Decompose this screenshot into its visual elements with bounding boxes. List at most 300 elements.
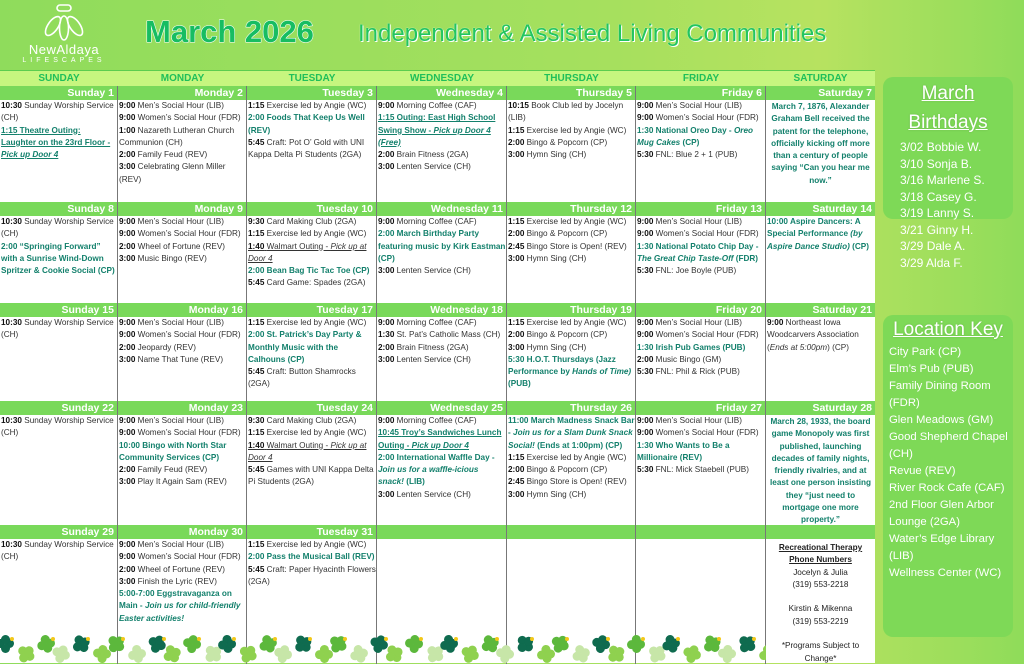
event-time: 10:30 xyxy=(1,318,22,327)
day-date-label: Monday 9 xyxy=(118,202,246,216)
event-time: 2:00 xyxy=(378,150,395,160)
location-key-item: 2nd Floor Glen Arbor Lounge (2GA) xyxy=(889,499,994,528)
event-title: Bingo Store is Open! (REV) xyxy=(526,241,627,251)
event-title: National Oreo Day - xyxy=(655,125,734,135)
event-title: Exercise led by Angie (WC) xyxy=(266,540,367,549)
location-key-item: Revue (REV) xyxy=(889,465,956,477)
event-title: Music Bingo (REV) xyxy=(137,253,207,263)
event-item xyxy=(507,253,635,265)
event-item xyxy=(118,161,246,186)
event-item[interactable] xyxy=(247,440,376,465)
clover-decoration xyxy=(0,631,766,663)
event-item xyxy=(377,354,506,366)
event-time: 10:45 xyxy=(378,428,399,438)
location-key-title: Location Key xyxy=(893,319,1003,340)
dot-icon xyxy=(641,637,645,641)
day-date-label: Saturday 7 xyxy=(766,86,875,100)
event-item xyxy=(247,464,376,489)
event-item xyxy=(118,329,246,341)
day-date-label xyxy=(377,525,506,539)
day-date-label: Tuesday 3 xyxy=(247,86,376,100)
event-item xyxy=(118,253,246,265)
event-item xyxy=(507,100,635,125)
event-detail: Join us for a Slam Dunk Snack Social! xyxy=(508,428,633,450)
event-item xyxy=(636,241,765,266)
day-date-label: Tuesday 31 xyxy=(247,525,376,539)
event-detail: Pick up Door 4 xyxy=(411,440,469,450)
event-title: Jeopardy (REV) xyxy=(137,342,196,352)
event-time: 2:45 xyxy=(508,241,525,251)
birthdays-panel xyxy=(883,77,1013,270)
event-item xyxy=(118,427,246,439)
event-title: Exercise led by Angie (WC) xyxy=(526,217,627,226)
event-item xyxy=(507,137,635,149)
event-time: 1:30 xyxy=(637,342,654,352)
contact-phone: (319) 553-2219 xyxy=(792,616,849,626)
page-subtitle: Independent & Assisted Living Communities xyxy=(358,20,827,47)
event-title: Bingo & Popcorn (CP) xyxy=(526,330,608,340)
day-cell xyxy=(507,86,636,202)
event-item xyxy=(507,216,635,228)
day-cell xyxy=(118,86,247,202)
birthday-item: 3/19 Lanny S. xyxy=(900,206,975,220)
event-title: Wheel of Fortune (REV) xyxy=(137,241,226,251)
event-time: 5:45 xyxy=(248,465,265,475)
weekday-label: TUESDAY xyxy=(288,73,336,84)
event-time: 9:00 xyxy=(637,217,654,226)
event-title: Outing: East High School Swing Show - xyxy=(378,113,496,135)
event-title: Exercise led by Angie (WC) xyxy=(266,229,367,239)
event-detail: Pick up at Door 4 xyxy=(248,241,367,263)
dot-icon xyxy=(565,637,569,641)
week-row xyxy=(0,303,875,401)
event-title: Hymn Sing (CH) xyxy=(526,489,587,499)
event-item xyxy=(118,241,246,253)
history-note: March 28, 1933, the board game Monopoly was first published, launching decades of family nights, friendly rivalries, and at least one person insisting they “just need to mortgage one more property.” xyxy=(769,417,871,525)
event-title: Women’s Social Hour (FDR) xyxy=(137,229,241,239)
event-title: Bingo & Popcorn (CP) xyxy=(526,229,608,239)
event-item[interactable] xyxy=(0,125,117,162)
dot-icon xyxy=(86,637,90,641)
event-item xyxy=(118,564,246,576)
event-detail: The Great Chip Taste-Off xyxy=(637,253,734,263)
event-detail: (by Aspire Dance Studio) xyxy=(767,229,863,251)
event-time: 1:30 xyxy=(637,440,654,450)
event-item xyxy=(636,228,765,240)
day-date-label xyxy=(766,525,875,539)
spacer xyxy=(766,628,875,640)
day-cell xyxy=(247,202,377,303)
contact-name: Kirstin & Mikenna xyxy=(788,604,853,614)
event-item xyxy=(118,588,246,625)
event-title: Walmart Outing - xyxy=(266,241,331,251)
day-date-label: Wednesday 18 xyxy=(377,303,506,317)
event-title: Men’s Social Hour (LIB) xyxy=(137,217,224,226)
event-item xyxy=(636,464,765,476)
day-cell xyxy=(507,401,636,525)
event-time: 3:00 xyxy=(378,162,395,172)
birthday-item: 3/16 Marlene S. xyxy=(900,173,985,187)
day-cell xyxy=(766,86,875,202)
event-title: Lenten Service (CH) xyxy=(396,162,471,172)
event-title: Men’s Social Hour (LIB) xyxy=(137,416,224,425)
event-time: 9:00 xyxy=(119,552,136,562)
event-item xyxy=(507,476,635,488)
event-time: 1:30 xyxy=(378,330,395,340)
event-title: Card Game: Spades (2GA) xyxy=(266,278,366,288)
event-item xyxy=(636,125,765,150)
event-title: Morning Coffee (CAF) xyxy=(396,318,477,327)
event-time: 3:00 xyxy=(508,253,525,263)
event-title: Exercise led by Angie (WC) xyxy=(266,318,367,327)
location-key-item: Elm’s Pub (PUB) xyxy=(889,363,974,375)
event-item[interactable] xyxy=(377,112,506,149)
contact-heading: Recreational Therapy xyxy=(778,543,863,552)
day-date-label xyxy=(636,525,765,539)
event-title: Book Club led by Jocelyn (LIB) xyxy=(508,101,624,123)
event-item xyxy=(247,427,376,439)
clover-icon xyxy=(717,645,736,663)
event-location: (CP) xyxy=(849,241,869,251)
event-time: 3:00 xyxy=(378,354,395,364)
dot-icon xyxy=(676,637,680,641)
event-time: 1:15 xyxy=(248,101,265,110)
event-item xyxy=(377,342,506,354)
day-date-label: Monday 30 xyxy=(118,525,246,539)
event-item xyxy=(118,112,246,124)
event-item xyxy=(118,216,246,228)
event-item xyxy=(636,216,765,228)
week-row xyxy=(0,86,875,202)
day-date-label: Saturday 28 xyxy=(766,401,875,415)
event-title: H.O.T. Thursdays (Jazz Performance by xyxy=(508,354,616,377)
event-title: Aspire Dancers: A Special Performance xyxy=(767,217,861,239)
dot-icon xyxy=(343,637,347,641)
birthday-item: 3/18 Casey G. xyxy=(900,189,977,204)
day-cell xyxy=(636,401,766,525)
clover-icon xyxy=(126,643,147,663)
event-time: 9:00 xyxy=(119,330,136,340)
week-row xyxy=(0,401,875,525)
event-item xyxy=(377,228,506,265)
location-key-item: Water’s Edge Library (LIB) xyxy=(889,533,995,562)
day-cell xyxy=(247,86,377,202)
event-item xyxy=(377,161,506,173)
event-item xyxy=(636,149,765,161)
event-item xyxy=(636,100,765,112)
event-title: Women’s Social Hour (FDR) xyxy=(655,113,759,123)
dot-icon xyxy=(752,637,756,641)
event-time: 9:00 xyxy=(767,318,784,327)
event-time: 10:00 xyxy=(119,440,140,450)
event-time: 3:00 xyxy=(508,150,525,160)
event-time: 2:00 xyxy=(248,113,265,123)
clover-icon xyxy=(757,643,766,663)
event-title: Exercise led by Angie (WC) xyxy=(526,125,627,135)
day-date-label: Tuesday 17 xyxy=(247,303,376,317)
event-item xyxy=(636,112,765,124)
event-title: Craft: Paper Hyacinth Flowers (2GA) xyxy=(248,564,376,586)
event-time: 2:00 xyxy=(119,465,136,475)
event-item xyxy=(507,329,635,341)
event-detail: Pick up Door 4 (Free) xyxy=(378,125,491,147)
event-time: 3:00 xyxy=(119,477,136,487)
event-time: 2:00 xyxy=(1,241,18,251)
event-item xyxy=(507,149,635,161)
clover-icon xyxy=(69,632,94,657)
event-item[interactable] xyxy=(247,241,376,266)
event-title: Women’s Social Hour (FDR) xyxy=(137,113,241,123)
event-item xyxy=(247,366,376,391)
day-date-label: Wednesday 4 xyxy=(377,86,506,100)
event-title: Games with UNI Kappa Delta Pi Students (2GA) xyxy=(248,465,374,487)
day-date-label: Friday 27 xyxy=(636,401,765,415)
location-key-item: Glen Meadows (GM) xyxy=(889,414,994,426)
dot-icon xyxy=(162,637,166,641)
event-time: 10:30 xyxy=(1,101,22,110)
event-title: Women’s Social Hour (FDR) xyxy=(655,330,759,340)
clover-icon xyxy=(512,631,537,656)
event-time: 9:00 xyxy=(378,101,395,110)
event-time: 9:00 xyxy=(119,416,136,425)
event-item xyxy=(247,539,376,551)
weekday-label: SATURDAY xyxy=(793,73,848,84)
event-title: Women’s Social Hour (FDR) xyxy=(137,330,241,340)
event-title: Card Making Club (2GA) xyxy=(266,416,357,425)
dot-icon xyxy=(606,637,610,641)
event-title: Sunday Worship Service (CH) xyxy=(1,101,114,123)
event-time: 1:15 xyxy=(508,217,525,226)
event-time: 3:00 xyxy=(119,576,136,586)
event-item xyxy=(247,551,376,563)
page-title: March 2026 xyxy=(145,14,314,49)
event-location: (Ends at 1:00pm) (CP) xyxy=(534,440,623,450)
event-title: FNL: Phil & Rick (PUB) xyxy=(655,367,740,377)
event-item xyxy=(118,440,246,465)
event-title: Men’s Social Hour (LIB) xyxy=(655,416,742,425)
dot-icon xyxy=(717,637,721,641)
day-cell xyxy=(118,202,247,303)
contact-info xyxy=(766,539,875,664)
event-time: 2:00 xyxy=(378,452,395,462)
event-title: Men’s Social Hour (LIB) xyxy=(137,540,224,549)
event-title: Family Feud (REV) xyxy=(137,465,208,475)
day-cell xyxy=(0,202,118,303)
day-date-label: Tuesday 10 xyxy=(247,202,376,216)
flower-logo-icon xyxy=(41,4,87,42)
event-title: Who Wants to Be a Millionaire (REV) xyxy=(637,440,730,462)
event-item xyxy=(118,551,246,563)
clover-icon xyxy=(290,631,315,656)
day-cell xyxy=(636,303,766,401)
day-date-label: Thursday 26 xyxy=(507,401,635,415)
day-cell xyxy=(118,303,247,401)
event-title: Women’s Social Hour (FDR) xyxy=(137,428,241,438)
day-cell xyxy=(118,401,247,525)
weekday-label: FRIDAY xyxy=(682,73,720,84)
event-title: Sunday Worship Service (CH) xyxy=(1,416,114,438)
event-item xyxy=(247,329,376,366)
event-time: 1:30 xyxy=(637,241,654,251)
event-title: Eggstravaganza on Main - xyxy=(119,589,232,611)
event-time: 2:00 xyxy=(508,137,525,147)
event-item xyxy=(118,476,246,488)
event-title: Exercise led by Angie (WC) xyxy=(526,452,627,462)
event-title: Lenten Service (CH) xyxy=(396,266,471,276)
day-cell xyxy=(0,401,118,525)
event-title: Finish the Lyric (REV) xyxy=(137,576,217,586)
event-title: International Waffle Day - xyxy=(396,452,495,462)
event-title: Men’s Social Hour (LIB) xyxy=(137,101,224,110)
day-cell xyxy=(377,303,507,401)
event-time: 1:15 xyxy=(1,125,18,135)
event-title: Irish Pub Games (PUB) xyxy=(655,342,746,352)
day-cell xyxy=(0,86,118,202)
event-time: 2:00 xyxy=(248,330,265,340)
event-time: 10:30 xyxy=(1,416,22,425)
event-time: 9:00 xyxy=(119,229,136,239)
logo-name: NewAldaya xyxy=(28,42,100,57)
event-title: National Potato Chip Day - xyxy=(655,241,759,251)
event-time: 1:40 xyxy=(248,440,265,450)
day-date-label: Sunday 29 xyxy=(0,525,117,539)
event-title: Lenten Service (CH) xyxy=(396,489,471,499)
event-title: Pass the Musical Ball (REV) xyxy=(266,552,375,562)
event-title: Play It Again Sam (REV) xyxy=(137,477,227,487)
event-item xyxy=(507,464,635,476)
event-title: Sunday Worship Service (CH) xyxy=(1,540,114,562)
event-item xyxy=(247,564,376,589)
event-time: 3:00 xyxy=(119,162,136,172)
event-title: Sunday Worship Service (CH) xyxy=(1,217,114,239)
event-time: 9:00 xyxy=(119,318,136,327)
event-title: Bean Bag Tic Tac Toe (CP) xyxy=(266,266,370,276)
event-time: 5:45 xyxy=(248,367,265,377)
event-title: Wheel of Fortune (REV) xyxy=(137,564,226,574)
day-date-label: Sunday 15 xyxy=(0,303,117,317)
event-title: Nazareth Lutheran Church Communion (CH) xyxy=(119,125,235,147)
event-title: Men’s Social Hour (LIB) xyxy=(655,217,742,226)
day-date-label xyxy=(507,525,635,539)
event-time: 9:00 xyxy=(119,217,136,226)
dot-icon xyxy=(384,637,388,641)
event-time: 3:00 xyxy=(508,489,525,499)
event-title: FNL: Mick Staebell (PUB) xyxy=(655,465,749,475)
birthdays-title-line1: March xyxy=(921,83,975,104)
birthday-item: 3/21 Ginny H. xyxy=(900,222,974,237)
dot-icon xyxy=(530,637,534,641)
event-location: (CP) xyxy=(680,137,700,147)
event-title: Exercise led by Angie (WC) xyxy=(266,101,367,110)
event-title: Bingo with North Star Community Services (CP) xyxy=(119,440,227,462)
event-time: 1:15 xyxy=(248,428,265,438)
event-item xyxy=(766,216,875,253)
event-item xyxy=(636,427,765,439)
day-date-label: Wednesday 25 xyxy=(377,401,506,415)
event-title: Morning Coffee (CAF) xyxy=(396,101,477,110)
event-title: Troy’s Sandwiches Lunch Outing - xyxy=(378,428,502,450)
event-title: Men’s Social Hour (LIB) xyxy=(655,101,742,110)
event-time: 3:00 xyxy=(119,253,136,263)
event-title: Foods That Keep Us Well (REV) xyxy=(248,113,365,135)
event-title: Brain Fitness (2GA) xyxy=(396,150,469,160)
event-item xyxy=(377,489,506,501)
day-cell xyxy=(766,202,875,303)
day-date-label: Friday 13 xyxy=(636,202,765,216)
location-key-item: Family Dining Room (FDR) xyxy=(889,380,991,409)
event-time: 1:15 xyxy=(248,229,265,239)
event-time: 9:00 xyxy=(378,318,395,327)
event-title: Bingo & Popcorn (CP) xyxy=(526,137,608,147)
event-item xyxy=(507,125,635,137)
event-time: 5:00-7:00 xyxy=(119,589,155,599)
day-date-label: Saturday 21 xyxy=(766,303,875,317)
event-item xyxy=(766,317,875,354)
event-time: 9:30 xyxy=(248,217,265,226)
location-key-panel xyxy=(883,315,1013,637)
event-time: 5:45 xyxy=(248,564,265,574)
day-cell xyxy=(636,86,766,202)
event-time: 9:00 xyxy=(637,113,654,123)
event-item xyxy=(507,354,635,391)
event-item xyxy=(377,149,506,161)
event-title: Men’s Social Hour (LIB) xyxy=(137,318,224,327)
event-item xyxy=(247,415,376,427)
event-time: 3:00 xyxy=(508,342,525,352)
day-date-label: Sunday 8 xyxy=(0,202,117,216)
event-title: Women’s Social Hour (FDR) xyxy=(655,428,759,438)
event-item xyxy=(377,100,506,112)
weekday-header-row xyxy=(0,71,875,86)
event-item xyxy=(507,241,635,253)
event-time: 1:15 xyxy=(508,125,525,135)
event-item xyxy=(118,228,246,240)
day-cell xyxy=(247,401,377,525)
event-time: 10:00 xyxy=(767,217,788,226)
event-title: Theatre Outing: Laughter on the 23rd Floor - xyxy=(1,125,111,147)
event-time: 9:00 xyxy=(119,428,136,438)
event-time: 3:00 xyxy=(119,354,136,364)
day-cell xyxy=(247,303,377,401)
event-time: 2:00 xyxy=(119,241,136,251)
event-item xyxy=(377,216,506,228)
event-time: 5:30 xyxy=(637,266,654,276)
event-title: Hymn Sing (CH) xyxy=(526,150,587,160)
event-item xyxy=(118,415,246,427)
event-title: Sunday Worship Service (CH) xyxy=(1,318,114,340)
event-time: 2:00 xyxy=(119,150,136,160)
event-item[interactable] xyxy=(377,427,506,452)
event-item xyxy=(0,539,117,564)
event-title: St. Patrick’s Day Party & Monthly Music with the Calhouns (CP) xyxy=(248,330,362,364)
event-time: 9:00 xyxy=(637,229,654,239)
event-item xyxy=(247,265,376,277)
event-title: Morning Coffee (CAF) xyxy=(396,416,477,425)
clover-icon xyxy=(235,642,260,663)
event-title: Lenten Service (CH) xyxy=(396,354,471,364)
day-date-label: Thursday 19 xyxy=(507,303,635,317)
event-title: Craft: Pot O’ Gold with UNI Kappa Delta Pi Students (2GA) xyxy=(248,137,365,160)
event-time: 1:40 xyxy=(248,241,265,251)
event-item xyxy=(636,366,765,378)
event-time: 5:45 xyxy=(248,137,265,147)
event-item xyxy=(118,100,246,112)
event-time: 9:00 xyxy=(637,318,654,327)
event-time: 2:00 xyxy=(637,354,654,364)
event-title: Name That Tune (REV) xyxy=(137,354,224,364)
event-item xyxy=(636,415,765,427)
day-date-label: Saturday 14 xyxy=(766,202,875,216)
